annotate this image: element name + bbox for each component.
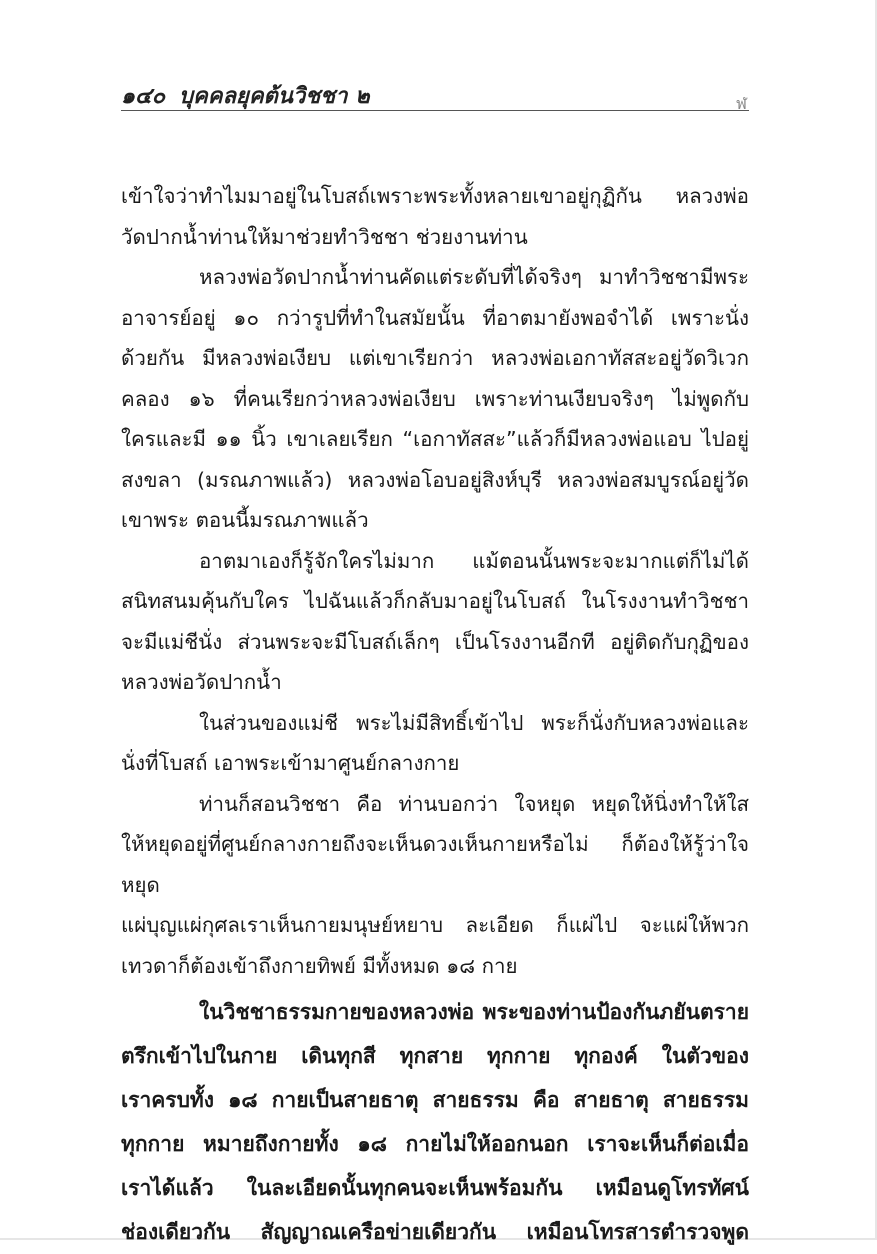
bold-paragraph xyxy=(121,990,749,1254)
paragraph xyxy=(121,176,749,257)
text-line: ด้วยกัน มีหลวงพ่อเงียบ แต่เขาเรียกว่า หลวงพ่อเอกาทัสสะอยู่วัดวิเวก xyxy=(121,346,749,370)
paragraph xyxy=(121,541,749,703)
text-line: ช่องเดียวกัน สัญญาณเครือข่ายเดียวกัน เหมือนโทรสารตำรวจพูด xyxy=(121,1220,749,1244)
text-line: เราได้แล้ว ในละเอียดนั้นทุกคนจะเห็นพร้อมกัน เหมือนดูโทรทัศน์ xyxy=(121,1176,749,1200)
text-line: ให้หยุดอยู่ที่ศูนย์กลางกายถึงจะเห็นดวงเห็นกายหรือไม่ ก็ต้องให้รู้ว่าใจหยุด xyxy=(121,832,749,897)
text-line: อาจารย์อยู่ ๑๐ กว่ารูปที่ทำในสมัยนั้น ที่อาตมายังพอจำได้ เพราะนั่ง xyxy=(121,305,749,330)
paragraph xyxy=(121,703,749,784)
paragraph xyxy=(121,257,749,541)
text-line: เทวดาก็ต้องเข้าถึงกายทิพย์ มีทั้งหมด ๑๘ กาย xyxy=(121,953,518,978)
text-line: เราครบทั้ง ๑๘ กายเป็นสายธาตุ สายธรรม คือ สายธาตุ สายธรรม xyxy=(121,1088,749,1112)
text-line: เขาพระ ตอนนี้มรณภาพแล้ว xyxy=(121,508,369,532)
text-line: จะมีแม่ชีนั่ง ส่วนพระจะมีโบสถ์เล็กๆ เป็นโรงงานอีกที อยู่ติดกับกุฏิของ xyxy=(121,629,749,654)
text-line: หลวงพ่อวัดปากน้ำ xyxy=(121,670,282,694)
text-line: ทุกกาย หมายถึงกายทั้ง ๑๘ กายไม่ให้ออกนอก เราจะเห็นก็ต่อเมื่อ xyxy=(121,1132,749,1156)
text-line: หลวงพ่อวัดปากน้ำท่านคัดแต่ระดับที่ได้จริงๆ มาทำวิชชามีพระ xyxy=(199,265,749,289)
page-number: ๑๔๐ xyxy=(121,84,166,109)
corner-mark: ฬ xyxy=(736,94,747,113)
text-line: อาตมาเองก็รู้จักใครไม่มาก แม้ตอนนั้นพระจะมากแต่ก็ไม่ได้ xyxy=(199,548,749,573)
text-line: นั่งที่โบสถ์ เอาพระเข้ามาศูนย์กลางกาย xyxy=(121,751,460,775)
running-header xyxy=(121,78,370,113)
header-rule xyxy=(121,110,749,111)
text-line: สงขลา (มรณภาพแล้ว) หลวงพ่อโอบอยู่สิงห์บุรี หลวงพ่อสมบูรณ์อยู่วัด xyxy=(121,467,749,492)
text-line: ใครและมี ๑๑ นิ้ว เขาเลยเรียก “เอกาทัสสะ”แล้วก็มีหลวงพ่อแอบ ไปอยู่ xyxy=(121,427,749,451)
text-line: เข้าใจว่าทำไมมาอยู่ในโบสถ์เพราะพระทั้งหลายเขาอยู่กุฏิกัน หลวงพ่อ xyxy=(121,184,749,208)
paragraph xyxy=(121,784,749,987)
text-line: สนิทสนมคุ้นกับใคร ไปฉันแล้วก็กลับมาอยู่ในโบสถ์ ในโรงงานทำวิชชา xyxy=(121,589,749,613)
text-line: ในส่วนของแม่ชี พระไม่มีสิทธิ์เข้าไป พระก็นั่งกับหลวงพ่อและ xyxy=(199,710,749,735)
body-text xyxy=(121,176,749,1254)
text-line: คลอง ๑๖ ที่คนเรียกว่าหลวงพ่อเงียบ เพราะท่านเงียบจริงๆ ไม่พูดกับ xyxy=(121,386,749,411)
book-title: บุคคลยุคต้นวิชชา ๒ xyxy=(179,84,370,109)
text-line: ในวิชชาธรรมกายของหลวงพ่อ พระของท่านป้องกันภยันตราย xyxy=(199,1000,749,1024)
text-line: แผ่บุญแผ่กุศลเราเห็นกายมนุษย์หยาบ ละเอียด ก็แผ่ไป จะแผ่ให้พวก xyxy=(121,913,749,937)
text-line: ท่านก็สอนวิชชา คือ ท่านบอกว่า ใจหยุด หยุดให้นิ่งทำให้ใส xyxy=(199,791,749,816)
text-line: วัดปากน้ำท่านให้มาช่วยทำวิชชา ช่วยงานท่าน xyxy=(121,224,528,249)
text-line: ตรึกเข้าไปในกาย เดินทุกสี ทุกสาย ทุกกาย ทุกองค์ ในตัวของ xyxy=(121,1044,749,1068)
